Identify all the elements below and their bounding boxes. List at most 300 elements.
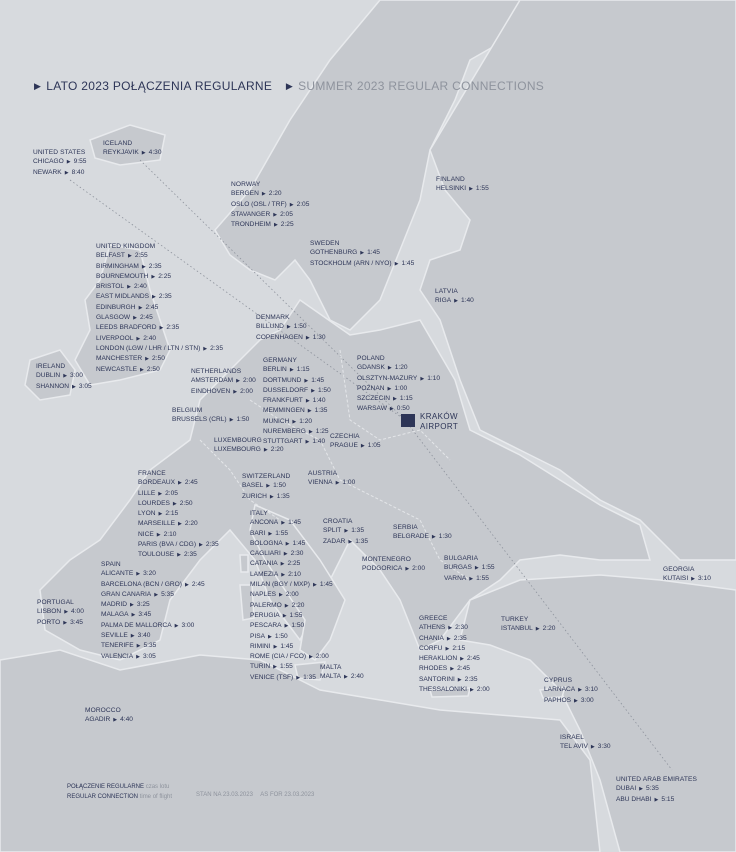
flight-time: 2:20 <box>270 446 284 454</box>
country-name: ISRAEL <box>560 734 585 741</box>
flight-time: 2:20 <box>291 601 305 609</box>
destination-city: OSLO (OSL / TRF) <box>231 200 287 208</box>
legend <box>67 782 172 802</box>
country-group-spain <box>101 560 205 662</box>
flight-time: 1:15 <box>296 366 310 374</box>
flight-time: 2:00 <box>476 686 490 694</box>
flight-time: 3:20 <box>143 570 156 578</box>
route-row <box>214 445 284 455</box>
triangle-bullet-icon: ▶ <box>285 540 290 547</box>
route-row <box>101 621 205 631</box>
country-group-norway <box>231 180 309 230</box>
flight-time: 1:50 <box>273 482 286 490</box>
destination-city: GRAN CANARIA <box>101 590 152 598</box>
route-row <box>263 386 331 396</box>
triangle-bullet-icon: ▶ <box>360 250 365 257</box>
country-name: MONTENEGRO <box>362 556 411 563</box>
country-group-united-states <box>33 148 86 178</box>
route-row <box>310 248 414 258</box>
triangle-bullet-icon: ▶ <box>296 674 301 681</box>
destination-city: MANCHESTER <box>96 355 143 363</box>
flight-time: 1:30 <box>312 333 326 341</box>
route-row <box>362 564 425 574</box>
country-name: TURKEY <box>501 616 529 623</box>
triangle-bullet-icon: ▶ <box>178 480 182 487</box>
flight-time: 3:45 <box>70 618 83 626</box>
triangle-bullet-icon: ▶ <box>405 566 410 573</box>
flight-time: 2:35 <box>210 344 223 352</box>
destination-city: PERUGIA <box>250 611 280 619</box>
country-group-malta <box>320 663 364 683</box>
country-name: SWITZERLAND <box>242 473 291 480</box>
destination-city: OLSZTYN-MAZURY <box>357 374 418 382</box>
triangle-bullet-icon: ▶ <box>578 687 583 694</box>
triangle-bullet-icon: ▶ <box>348 538 353 545</box>
triangle-bullet-icon: ▶ <box>446 635 451 642</box>
triangle-bullet-icon: ▶ <box>130 602 134 609</box>
flight-time: 2:05 <box>280 210 293 218</box>
country-group-france <box>138 469 219 561</box>
route-row <box>103 148 162 158</box>
destination-city: LILLE <box>138 489 156 497</box>
destination-city: CATANIA <box>250 560 278 568</box>
route-row <box>250 559 333 569</box>
country-name: NORWAY <box>231 181 261 188</box>
destination-city: BELFAST <box>96 252 125 260</box>
destination-city: GOTHENBURG <box>310 249 358 257</box>
destination-city: PARIS (BVA / CDG) <box>138 541 197 549</box>
destination-city: SZCZECIN <box>357 395 390 403</box>
triangle-bullet-icon: ▶ <box>308 429 313 436</box>
triangle-bullet-icon: ▶ <box>136 643 141 650</box>
route-row <box>37 618 84 628</box>
flight-time: 3:05 <box>78 382 92 390</box>
route-row <box>544 696 598 706</box>
triangle-bullet-icon: ▶ <box>535 626 540 633</box>
stamp-pl: STAN NA 23.03.2023 <box>196 792 253 798</box>
triangle-bullet-icon: ▶ <box>387 385 392 392</box>
country-group-croatia <box>323 517 368 547</box>
triangle-bullet-icon: ▶ <box>431 534 436 541</box>
destination-city: HERAKLION <box>419 655 458 663</box>
triangle-bullet-icon: ▶ <box>127 253 132 260</box>
flight-time: 1:55 <box>476 574 489 582</box>
flight-time: 2:05 <box>165 489 178 497</box>
country-name: BELGIUM <box>172 407 203 414</box>
flight-time: 1:55 <box>481 564 495 572</box>
flight-time: 2:00 <box>243 377 256 385</box>
triangle-bullet-icon: ▶ <box>285 81 294 91</box>
triangle-bullet-icon: ▶ <box>199 542 203 549</box>
flight-time: 1:00 <box>342 479 356 487</box>
route-row <box>250 590 333 600</box>
flight-time: 8:40 <box>71 168 85 176</box>
route-row <box>138 519 219 529</box>
triangle-bullet-icon: ▶ <box>113 717 118 724</box>
route-row <box>501 624 555 634</box>
country-group-portugal <box>37 598 84 628</box>
route-row <box>250 632 333 642</box>
flight-time: 1:20 <box>299 417 313 425</box>
destination-city: ROME (CIA / FCO) <box>250 653 307 661</box>
destination-city: NUREMBERG <box>263 428 306 436</box>
legend-en-label: REGULAR CONNECTION <box>67 794 139 800</box>
triangle-bullet-icon: ▶ <box>184 581 189 588</box>
flight-time: 1:45 <box>288 519 301 527</box>
destination-city: POZNAN <box>357 384 385 392</box>
route-row <box>96 262 223 272</box>
country-group-bulgaria <box>444 554 495 584</box>
triangle-bullet-icon: ▶ <box>177 552 182 559</box>
country-group-montenegro <box>362 555 425 575</box>
destination-city: BRUSSELS (CRL) <box>172 416 227 424</box>
flight-time: 3:00 <box>580 696 594 704</box>
flight-time: 1:00 <box>394 384 408 392</box>
route-row <box>419 644 490 654</box>
triangle-bullet-icon: ▶ <box>136 653 140 660</box>
route-row <box>96 282 223 292</box>
flight-time: 2:20 <box>184 520 198 528</box>
flight-time: 1:45 <box>292 539 306 547</box>
triangle-bullet-icon: ▶ <box>151 273 156 280</box>
route-row <box>138 530 219 540</box>
destination-city: VARNA <box>444 574 467 582</box>
destination-city: SEVILLE <box>101 632 128 640</box>
destination-city: GLASGOW <box>96 314 131 322</box>
country-name: SWEDEN <box>310 240 340 247</box>
triangle-bullet-icon: ▶ <box>64 169 69 176</box>
flight-time: 1:50 <box>236 416 250 424</box>
destination-city: VIENNA <box>308 479 333 487</box>
country-name: UNITED ARAB EMIRATES <box>616 776 698 783</box>
destination-city: EDINBURGH <box>96 303 136 311</box>
route-row <box>96 323 223 333</box>
route-row <box>393 532 452 542</box>
country-name: MOROCCO <box>85 707 121 714</box>
country-group-poland <box>357 354 440 415</box>
destination-city: PISA <box>250 632 266 640</box>
triangle-bullet-icon: ▶ <box>282 612 287 619</box>
route-row <box>250 539 333 549</box>
map-header <box>34 79 544 93</box>
destination-city: LARNACA <box>544 686 576 694</box>
triangle-bullet-icon: ▶ <box>174 622 179 629</box>
triangle-bullet-icon: ▶ <box>273 643 278 650</box>
flight-time: 2:25 <box>158 272 172 280</box>
route-row <box>96 292 223 302</box>
destination-city: TRONDHEIM <box>231 221 271 229</box>
triangle-bullet-icon: ▶ <box>158 490 163 497</box>
destination-city: MALTA <box>320 673 342 681</box>
route-row <box>250 611 333 621</box>
triangle-bullet-icon: ▶ <box>305 398 310 405</box>
plane-logo-icon <box>401 414 415 427</box>
triangle-bullet-icon: ▶ <box>233 388 238 395</box>
flight-time: 1:35 <box>351 527 365 535</box>
route-row <box>357 404 440 414</box>
route-row <box>101 652 205 662</box>
triangle-bullet-icon: ▶ <box>141 150 146 157</box>
flight-time: 1:15 <box>399 395 413 403</box>
country-name: CZECHIA <box>330 433 360 440</box>
triangle-bullet-icon: ▶ <box>344 674 348 681</box>
country-group-turkey <box>501 615 555 635</box>
route-row <box>172 415 249 425</box>
destination-city: BOLOGNA <box>250 539 283 547</box>
triangle-bullet-icon: ▶ <box>71 383 76 390</box>
flight-time: 2:30 <box>290 550 304 558</box>
flight-time: 1:45 <box>367 249 380 257</box>
flight-time: 1:55 <box>289 611 303 619</box>
flight-time: 4:00 <box>71 608 84 616</box>
country-name: CROATIA <box>323 518 353 525</box>
triangle-bullet-icon: ▶ <box>66 159 71 166</box>
triangle-bullet-icon: ▶ <box>445 645 450 652</box>
destination-city: BILLUND <box>256 323 284 331</box>
route-row <box>320 672 364 682</box>
flight-time: 2:15 <box>452 644 466 652</box>
triangle-bullet-icon: ▶ <box>172 500 177 507</box>
triangle-bullet-icon: ▶ <box>280 561 285 568</box>
destination-city: PAPHOS <box>544 696 571 704</box>
flight-time: 2:20 <box>542 625 556 633</box>
country-name: LATVIA <box>435 288 458 295</box>
country-name: MALTA <box>320 664 342 671</box>
country-name: AUSTRIA <box>308 470 338 477</box>
route-row <box>231 189 309 199</box>
triangle-bullet-icon: ▶ <box>130 633 135 640</box>
country-group-iceland <box>103 139 162 159</box>
triangle-bullet-icon: ▶ <box>305 439 310 446</box>
triangle-bullet-icon: ▶ <box>203 345 208 352</box>
flight-time: 5:35 <box>646 785 659 793</box>
triangle-bullet-icon: ▶ <box>639 786 644 793</box>
route-row <box>419 634 490 644</box>
destination-city: MARSEILLE <box>138 520 176 528</box>
destination-city: TENERIFE <box>101 642 134 650</box>
triangle-bullet-icon: ▶ <box>127 284 131 291</box>
country-name: SPAIN <box>101 561 121 568</box>
country-name: NETHERLANDS <box>191 368 242 375</box>
destination-city: MUNICH <box>263 417 290 425</box>
triangle-bullet-icon: ▶ <box>145 356 150 363</box>
flight-time: 4:30 <box>148 149 162 157</box>
date-stamp <box>196 792 320 798</box>
flight-time: 3:40 <box>137 632 151 640</box>
flight-time: 4:40 <box>120 716 133 724</box>
flight-time: 1:35 <box>303 673 316 681</box>
destination-city: CORFU <box>419 644 443 652</box>
triangle-bullet-icon: ▶ <box>266 483 271 490</box>
destination-city: DORTMUND <box>263 376 302 384</box>
route-row <box>33 157 86 167</box>
triangle-bullet-icon: ▶ <box>360 443 365 450</box>
country-name: GREECE <box>419 615 448 622</box>
triangle-bullet-icon: ▶ <box>387 365 392 372</box>
country-group-germany <box>263 356 331 448</box>
flight-time: 1:20 <box>394 364 408 372</box>
destination-city: DUBLIN <box>36 372 61 380</box>
route-row <box>357 374 440 384</box>
country-name: GEORGIA <box>663 566 695 573</box>
flight-time: 1:45 <box>319 581 333 589</box>
triangle-bullet-icon: ▶ <box>268 530 273 537</box>
triangle-bullet-icon: ▶ <box>34 81 42 91</box>
route-row <box>616 784 697 794</box>
country-group-italy <box>250 509 333 683</box>
destination-city: TOULOUSE <box>138 551 175 559</box>
route-row <box>138 489 219 499</box>
flight-time: 2:35 <box>464 675 478 683</box>
route-row <box>308 478 355 488</box>
route-row <box>544 685 598 695</box>
triangle-bullet-icon: ▶ <box>156 531 161 538</box>
flight-time: 1:40 <box>460 297 474 305</box>
route-row <box>250 642 333 652</box>
route-row <box>96 313 223 323</box>
triangle-bullet-icon: ▶ <box>284 602 289 609</box>
destination-city: BOURNEMOUTH <box>96 272 149 280</box>
destination-city: ZURICH <box>242 492 267 500</box>
destination-city: ATHENS <box>419 624 446 632</box>
flight-time: 2:05 <box>296 200 310 208</box>
triangle-bullet-icon: ▶ <box>273 211 278 218</box>
triangle-bullet-icon: ▶ <box>158 511 163 518</box>
route-row <box>250 570 333 580</box>
route-row <box>256 322 326 332</box>
route-row <box>96 272 223 282</box>
title-en: SUMMER 2023 REGULAR CONNECTIONS <box>298 79 545 93</box>
triangle-bullet-icon: ▶ <box>269 493 274 500</box>
country-group-united-kingdom <box>96 242 223 375</box>
country-group-united-arab-emirates <box>616 775 697 805</box>
route-row <box>85 715 133 725</box>
destination-city: ABU DHABI <box>616 795 652 803</box>
destination-city: LEEDS BRADFORD <box>96 324 157 332</box>
flight-time: 1:35 <box>355 537 369 545</box>
route-row <box>263 417 331 427</box>
route-row <box>616 795 697 805</box>
flight-time: 2:35 <box>184 551 197 559</box>
flight-time: 3:30 <box>597 743 611 751</box>
triangle-bullet-icon: ▶ <box>236 378 240 385</box>
flight-time: 1:10 <box>427 374 441 382</box>
route-row <box>663 574 711 584</box>
country-name: LUXEMBOURG <box>214 437 262 444</box>
country-group-morocco <box>85 706 133 726</box>
country-name: UNITED STATES <box>33 149 86 156</box>
route-row <box>101 590 205 600</box>
route-row <box>250 529 333 539</box>
flight-time: 2:50 <box>146 365 160 373</box>
route-row <box>250 549 333 559</box>
route-row <box>101 631 205 641</box>
route-row <box>444 563 495 573</box>
country-group-netherlands <box>191 367 256 397</box>
flight-time: 3:25 <box>136 601 150 609</box>
flight-time: 2:45 <box>191 580 205 588</box>
destination-city: COPENHAGEN <box>256 333 303 341</box>
flight-time: 2:35 <box>166 324 180 332</box>
triangle-bullet-icon: ▶ <box>261 191 266 198</box>
route-row <box>138 509 219 519</box>
country-group-czechia <box>330 432 381 452</box>
route-row <box>231 210 309 220</box>
triangle-bullet-icon: ▶ <box>284 623 289 630</box>
triangle-bullet-icon: ▶ <box>654 796 659 803</box>
flight-time: 2:45 <box>145 303 159 311</box>
flight-time: 3:10 <box>585 686 598 694</box>
flight-time: 2:30 <box>455 624 468 632</box>
flight-time: 1:50 <box>317 386 331 394</box>
destination-city: PRAGUE <box>330 442 358 450</box>
triangle-bullet-icon: ▶ <box>63 619 68 626</box>
triangle-bullet-icon: ▶ <box>273 222 278 229</box>
flight-time: 2:45 <box>457 665 470 673</box>
triangle-bullet-icon: ▶ <box>470 687 474 694</box>
destination-city: LOURDES <box>138 499 170 507</box>
triangle-bullet-icon: ▶ <box>335 480 340 487</box>
destination-city: RIGA <box>435 297 452 305</box>
flight-time: 1:05 <box>367 442 381 450</box>
triangle-bullet-icon: ▶ <box>283 551 288 558</box>
route-row <box>250 652 333 662</box>
flight-time: 9:55 <box>73 158 87 166</box>
flight-time: 3:05 <box>142 652 156 660</box>
flight-time: 2:10 <box>288 570 301 578</box>
destination-city: AMSTERDAM <box>191 377 234 385</box>
flight-time: 1:40 <box>312 438 326 446</box>
route-row <box>96 251 223 261</box>
route-row <box>419 675 490 685</box>
flight-time: 2:45 <box>184 479 198 487</box>
flight-time: 1:45 <box>280 642 294 650</box>
flight-time: 0:50 <box>396 405 410 413</box>
triangle-bullet-icon: ▶ <box>289 367 294 374</box>
destination-city: PORTO <box>37 618 61 626</box>
triangle-bullet-icon: ▶ <box>312 582 317 589</box>
triangle-bullet-icon: ▶ <box>178 521 182 528</box>
destination-city: EINDHOVEN <box>191 387 231 395</box>
destination-city: LONDON (LGW / LHR / LTN / STN) <box>96 344 201 352</box>
triangle-bullet-icon: ▶ <box>279 592 283 599</box>
destination-city: BURGAS <box>444 564 472 572</box>
country-group-latvia <box>435 287 474 307</box>
country-name: PORTUGAL <box>37 599 74 606</box>
flight-time: 2:25 <box>280 221 294 229</box>
flight-time: 2:45 <box>139 314 153 322</box>
flight-time: 2:35 <box>148 262 162 270</box>
route-row <box>357 384 440 394</box>
route-row <box>242 481 290 491</box>
flight-time: 2:35 <box>453 634 467 642</box>
flight-time: 1:35 <box>276 492 290 500</box>
triangle-bullet-icon: ▶ <box>281 571 286 578</box>
legend-pl-label: POŁĄCZENIE REGULARNE <box>67 784 145 790</box>
country-name: FRANCE <box>138 470 166 477</box>
destination-city: TEL AVIV <box>560 743 588 751</box>
destination-city: SANTORINI <box>419 675 455 683</box>
destination-city: NEWCASTLE <box>96 365 138 373</box>
triangle-bullet-icon: ▶ <box>136 571 141 578</box>
destination-city: DUSSELDORF <box>263 386 309 394</box>
route-row <box>242 492 290 502</box>
destination-city: LISBON <box>37 608 62 616</box>
route-row <box>263 406 331 416</box>
triangle-bullet-icon: ▶ <box>136 335 141 342</box>
country-name: BULGARIA <box>444 555 479 562</box>
route-row <box>191 387 256 397</box>
